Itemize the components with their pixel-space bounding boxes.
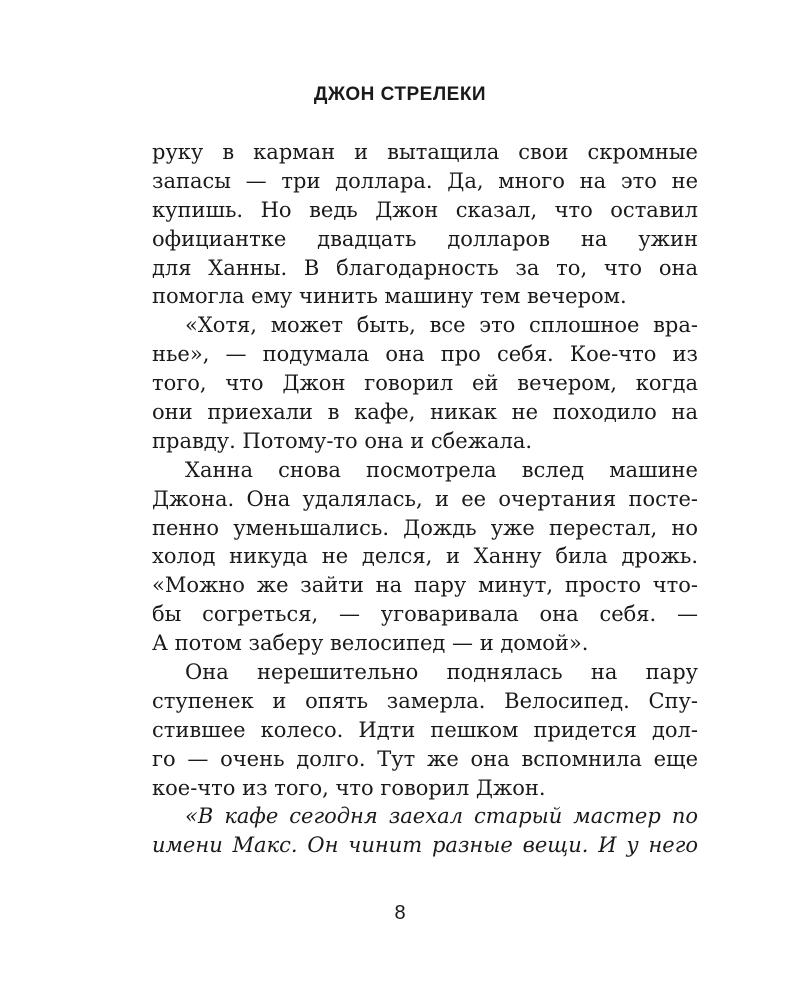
- text-line: Она нерешительно поднялась на пару: [185, 660, 698, 685]
- text-line: того, что Джон говорил ей вечером, когда: [152, 371, 698, 396]
- running-header: ДЖОН СТРЕЛЕКИ: [313, 84, 487, 105]
- text-line: помогла ему чинить машину тем вечером.: [152, 284, 627, 309]
- text-line: правду. Потому-то она и сбежала.: [152, 428, 533, 453]
- text-line: пенно уменьшались. Дождь уже перестал, но: [152, 515, 698, 540]
- text-line: для Ханны. В благодарность за то, что она: [152, 255, 698, 280]
- text-line: нье», — подумала она про себя. Кое-что из: [152, 342, 698, 367]
- text-line: Джона. Она удалялась, и ее очертания посте-: [152, 486, 698, 511]
- text-line: руку в карман и вытащила свои скромные: [152, 140, 698, 164]
- text-line: холод никуда не делся, и Ханну била дрожь.: [152, 544, 698, 569]
- text-line: кое-что из того, что говорил Джон.: [152, 775, 546, 800]
- text-line: имени Макс. Он чинит разные вещи. И у него: [152, 833, 698, 858]
- text-line: они приехали в кафе, никак не походило на: [152, 400, 698, 425]
- text-line: стившее колесо. Идти пешком придется дол-: [152, 717, 698, 742]
- text-line: «В кафе сегодня заехал старый мастер по: [185, 804, 698, 829]
- text-line: го — очень долго. Тут же она вспомнила еще: [152, 746, 698, 771]
- text-line: купишь. Но ведь Джон сказал, что оставил: [152, 197, 698, 222]
- text-line: запасы — три доллара. Да, много на это не: [152, 168, 698, 193]
- text-line: бы согреться, — уговаривала она себя. —: [152, 602, 698, 627]
- text-line: Ханна снова посмотрела вслед машине: [185, 457, 698, 482]
- text-line: «Можно же зайти на пару минут, просто что-: [152, 573, 698, 598]
- page-number: 8: [394, 902, 406, 924]
- text-line: А потом заберу велосипед — и домой».: [152, 631, 589, 656]
- text-line: официантке двадцать долларов на ужин: [152, 226, 698, 251]
- body-text: [152, 138, 698, 860]
- text-line: «Хотя, может быть, все это сплошное вра-: [185, 313, 698, 338]
- text-line: ступенек и опять замерла. Велосипед. Спу-: [152, 688, 698, 713]
